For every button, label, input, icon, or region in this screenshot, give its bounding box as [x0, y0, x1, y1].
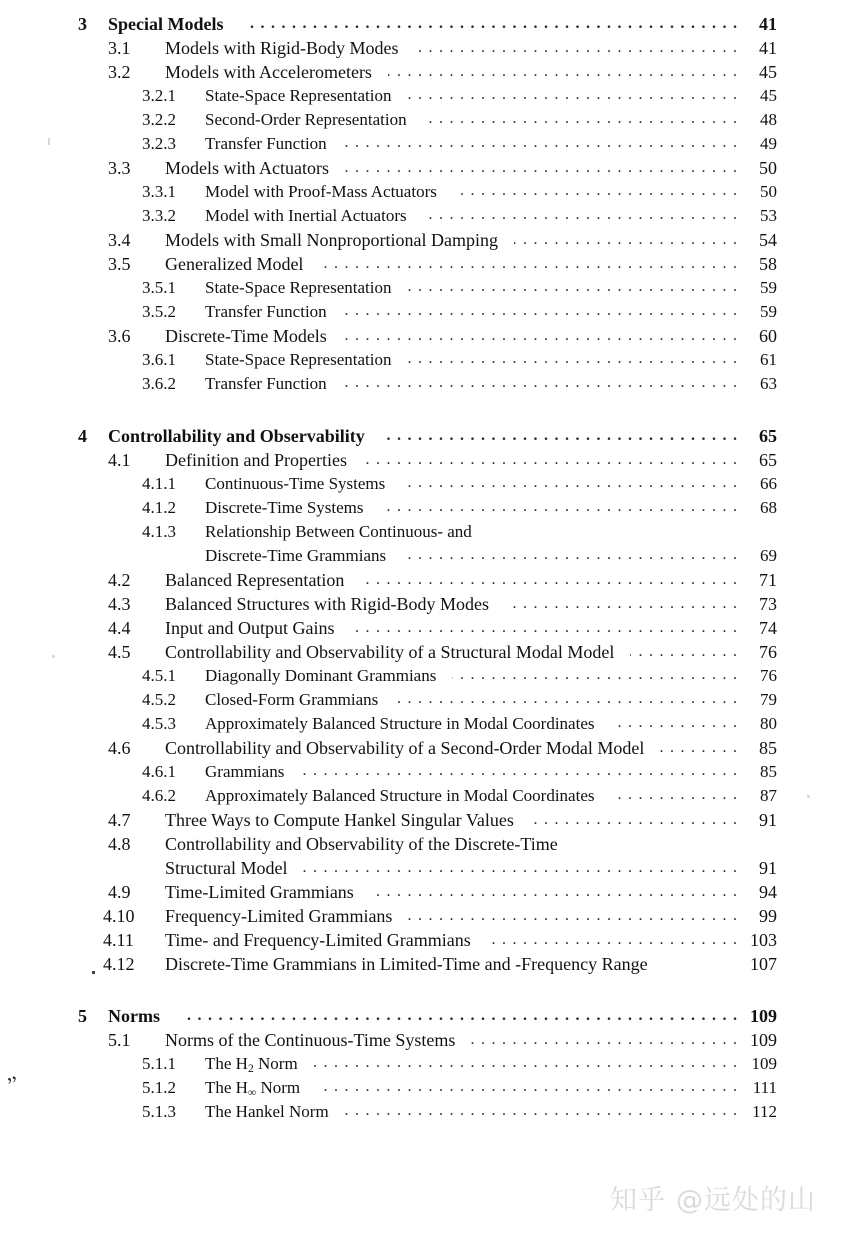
toc-entry-page-number: 71 — [759, 570, 777, 590]
toc-entry-page-number: 91 — [759, 810, 777, 830]
toc-entry[interactable] — [0, 882, 844, 906]
toc-entry-page-number: 69 — [760, 546, 777, 565]
toc-dot-leader — [300, 762, 737, 780]
toc-entry-number: 3.2.3 — [142, 134, 176, 153]
toc-dot-leader — [407, 350, 737, 368]
toc-dot-leader — [370, 883, 737, 901]
toc-entry-number: 4.1.1 — [142, 474, 176, 493]
toc-dot-leader — [380, 498, 737, 516]
toc-dot-leader — [660, 739, 737, 757]
toc-entry-title: Transfer Function — [205, 302, 327, 321]
toc-dot-leader — [415, 39, 737, 57]
toc-entry[interactable] — [0, 786, 844, 810]
toc-dot-leader — [345, 159, 737, 177]
toc-dot-leader — [343, 134, 737, 152]
toc-entry-number: 4.1.2 — [142, 498, 176, 517]
toc-entry[interactable] — [0, 594, 844, 618]
toc-entry-page-number: 74 — [759, 618, 777, 638]
toc-entry-page-number: 50 — [760, 182, 777, 201]
toc-dot-leader — [303, 859, 737, 877]
toc-entry-number: 5 — [78, 1006, 87, 1026]
toc-dot-leader — [423, 206, 737, 224]
toc-dot-leader — [343, 327, 737, 345]
toc-entry-page-number: 65 — [759, 426, 777, 446]
toc-entry[interactable] — [0, 206, 844, 230]
toc-entry-number: 4.1 — [108, 450, 131, 470]
toc-entry[interactable] — [0, 690, 844, 714]
watermark — [610, 1178, 816, 1217]
toc-entry-page-number: 76 — [759, 642, 777, 662]
toc-entry-page-number: 107 — [750, 954, 777, 974]
toc-entry-title: Controllability and Observability of a Structural Modal Model — [165, 642, 615, 662]
toc-entry-number: 5.1.3 — [142, 1102, 176, 1121]
toc-entry-number: 4 — [78, 426, 87, 446]
toc-entry-page-number: 45 — [759, 62, 777, 82]
toc-entry-title: Frequency-Limited Grammians — [165, 906, 393, 926]
toc-entry-title: Controllability and Observability of a Second-Order Modal Model — [165, 738, 645, 758]
scan-artifact-mark: ’’ — [2, 1070, 22, 1099]
toc-dot-leader — [505, 595, 737, 613]
toc-entry[interactable] — [0, 302, 844, 326]
toc-entry[interactable] — [0, 1006, 844, 1030]
toc-entry[interactable] — [0, 350, 844, 374]
toc-entry-number: 3.6 — [108, 326, 131, 346]
toc-entry-title: Second-Order Representation — [205, 110, 407, 129]
toc-entry-number: 3.5.2 — [142, 302, 176, 321]
toc-entry[interactable] — [0, 14, 844, 38]
toc-entry-number: 3.2.1 — [142, 86, 176, 105]
toc-entry-title: Transfer Function — [205, 374, 327, 393]
toc-entry-page-number: 109 — [750, 1006, 777, 1026]
toc-entry-page-number: 48 — [760, 110, 777, 129]
toc-dot-leader — [363, 451, 737, 469]
toc-entry-title: Discrete-Time Models — [165, 326, 327, 346]
toc-entry-page-number: 109 — [750, 1030, 777, 1050]
toc-entry[interactable] — [0, 38, 844, 62]
toc-entry-number: 3.3.1 — [142, 182, 176, 201]
toc-entry-number: 4.10 — [103, 906, 135, 926]
toc-entry-title: Grammians — [205, 762, 285, 781]
toc-entry-title: Definition and Properties — [165, 450, 347, 470]
toc-entry-number: 3.2 — [108, 62, 131, 82]
toc-entry-title: Structural Model — [165, 858, 288, 878]
toc-entry-page-number: 76 — [760, 666, 777, 685]
toc-entry-page-number: 79 — [760, 690, 777, 709]
toc-entry-page-number: 49 — [760, 134, 777, 153]
toc-entry-page-number: 80 — [760, 714, 777, 733]
toc-entry-number: 3.2.2 — [142, 110, 176, 129]
toc-entry-number: 3 — [78, 14, 87, 34]
toc-entry[interactable] — [0, 1102, 844, 1126]
toc-dot-leader — [407, 278, 737, 296]
toc-entry-page-number: 60 — [759, 326, 777, 346]
toc-entry-number: 3.5.1 — [142, 278, 176, 297]
toc-entry[interactable] — [0, 834, 844, 858]
toc-entry-page-number: 68 — [760, 498, 777, 517]
toc-entry-page-number: 85 — [759, 738, 777, 758]
toc-entry-title: Models with Small Nonproportional Damping — [165, 230, 498, 250]
toc-dot-leader — [423, 110, 737, 128]
toc-entry[interactable] — [0, 858, 844, 882]
toc-entry[interactable] — [0, 326, 844, 350]
toc-entry-number: 3.4 — [108, 230, 131, 250]
toc-entry-title: Balanced Representation — [165, 570, 345, 590]
toc-entry-number: 4.5 — [108, 642, 131, 662]
toc-entry[interactable] — [0, 738, 844, 762]
toc-entry-title: Model with Proof-Mass Actuators — [205, 182, 437, 201]
toc-dot-leader — [611, 786, 738, 804]
toc-entry-title: Controllability and Observability of the Discrete-Time — [165, 834, 558, 854]
toc-entry-title: Three Ways to Compute Hankel Singular Values — [165, 810, 514, 830]
scan-speck — [92, 971, 95, 974]
toc-entry-title: Model with Inertial Actuators — [205, 206, 407, 225]
toc-entry-title: Time- and Frequency-Limited Grammians — [165, 930, 471, 950]
toc-entry[interactable] — [0, 906, 844, 930]
toc-entry-number: 4.6.2 — [142, 786, 176, 805]
toc-entry[interactable] — [0, 86, 844, 110]
toc-entry-page-number: 111 — [752, 1078, 777, 1097]
toc-dot-leader — [394, 690, 737, 708]
toc-entry[interactable] — [0, 182, 844, 206]
toc-entry-page-number: 66 — [760, 474, 777, 493]
toc-entry-title: State-Space Representation — [205, 278, 392, 297]
toc-entry[interactable] — [0, 474, 844, 498]
toc-entry[interactable] — [0, 426, 844, 450]
toc-entry[interactable] — [0, 450, 844, 474]
toc-entry[interactable] — [0, 546, 844, 570]
toc-dot-leader — [316, 1078, 737, 1096]
toc-entry-number: 4.5.1 — [142, 666, 176, 685]
toc-dot-leader — [530, 811, 737, 829]
toc-entry-title: State-Space Representation — [205, 86, 392, 105]
toc-entry[interactable] — [0, 714, 844, 738]
toc-entry-page-number: 94 — [759, 882, 777, 902]
toc-entry-page-number: 87 — [760, 786, 777, 805]
toc-entry-number: 4.12 — [103, 954, 135, 974]
toc-entry-number: 4.11 — [103, 930, 134, 950]
toc-entry-page-number: 112 — [752, 1102, 777, 1121]
toc-entry-number: 4.7 — [108, 810, 131, 830]
toc-entry-number: 5.1.1 — [142, 1054, 176, 1073]
toc-entry[interactable] — [0, 618, 844, 642]
toc-entry-number: 4.5.2 — [142, 690, 176, 709]
toc-entry-title: Balanced Structures with Rigid-Body Modes — [165, 594, 489, 614]
toc-entry[interactable] — [0, 810, 844, 834]
toc-entry[interactable] — [0, 522, 844, 546]
toc-entry-title: Input and Output Gains — [165, 618, 335, 638]
toc-entry[interactable] — [0, 158, 844, 182]
toc-entry[interactable] — [0, 930, 844, 954]
toc-entry[interactable] — [0, 278, 844, 302]
toc-entry[interactable] — [0, 254, 844, 278]
toc-entry-page-number: 109 — [751, 1054, 777, 1073]
toc-dot-leader — [343, 302, 737, 320]
toc-entry-title: The $H_2$ Norm — [205, 1054, 298, 1075]
toc-dot-leader — [319, 255, 737, 273]
toc-entry-title: Models with Accelerometers — [165, 62, 372, 82]
toc-entry[interactable] — [0, 62, 844, 86]
toc-entry-number: 5.1 — [108, 1030, 131, 1050]
toc-entry-title: State-Space Representation — [205, 350, 392, 369]
toc-dot-leader — [407, 86, 737, 104]
toc-entry[interactable] — [0, 1054, 844, 1078]
toc-entry-title: Discrete-Time Systems — [205, 498, 364, 517]
toc-entry-page-number: 50 — [759, 158, 777, 178]
toc-entry-title: Models with Actuators — [165, 158, 329, 178]
toc-entry-title: Relationship Between Continuous- and — [205, 522, 472, 541]
toc-entry-number: 4.1.3 — [142, 522, 176, 541]
toc-entry[interactable] — [0, 134, 844, 158]
toc-entry-number: 4.3 — [108, 594, 131, 614]
toc-entry-number: 5.1.2 — [142, 1078, 176, 1097]
toc-entry[interactable] — [0, 1030, 844, 1054]
toc-entry-page-number: 103 — [750, 930, 777, 950]
toc-dot-leader — [314, 1054, 737, 1072]
toc-dot-leader — [452, 666, 737, 684]
toc-dot-leader — [514, 231, 737, 249]
toc-entry[interactable] — [0, 1078, 844, 1102]
toc-entry-number: 3.3.2 — [142, 206, 176, 225]
toc-entry-page-number: 65 — [759, 450, 777, 470]
toc-entry-number: 3.1 — [108, 38, 131, 58]
toc-dot-leader — [388, 63, 737, 81]
toc-entry[interactable] — [0, 374, 844, 398]
toc-entry-title: Closed-Form Grammians — [205, 690, 379, 709]
toc-entry-title: Time-Limited Grammians — [165, 882, 354, 902]
toc-dot-leader — [350, 619, 737, 637]
toc-entry-page-number: 99 — [759, 906, 777, 926]
toc-dot-leader — [345, 1102, 737, 1120]
toc-dot-leader — [402, 546, 737, 564]
toc-entry-title: Generalized Model — [165, 254, 304, 274]
toc-entry-number: 4.2 — [108, 570, 131, 590]
toc-entry-page-number: 63 — [760, 374, 777, 393]
toc-entry-page-number: 59 — [760, 278, 777, 297]
toc-dot-leader — [182, 1007, 737, 1025]
toc-entry-title: Discrete-Time Grammians — [205, 546, 387, 565]
toc-entry-title: Transfer Function — [205, 134, 327, 153]
toc-entry-title: The Hankel Norm — [205, 1102, 329, 1121]
toc-entry-number: 3.6.1 — [142, 350, 176, 369]
toc-entry-title: The $H_\infty$ Norm — [205, 1078, 301, 1099]
toc-entry-page-number: 59 — [760, 302, 777, 321]
toc-entry-number: 4.4 — [108, 618, 131, 638]
toc-entry-number: 3.5 — [108, 254, 131, 274]
toc-entry-number: 4.5.3 — [142, 714, 176, 733]
toc-entry-page-number: 45 — [760, 86, 777, 105]
toc-dot-leader — [246, 15, 738, 33]
toc-entry-page-number: 58 — [759, 254, 777, 274]
toc-entry-title: Approximately Balanced Structure in Modal Coordinates — [205, 786, 595, 805]
toc-entry-number: 4.6.1 — [142, 762, 176, 781]
toc-entry-page-number: 85 — [760, 762, 777, 781]
toc-entry-page-number: 61 — [760, 350, 777, 369]
toc-entry[interactable] — [0, 762, 844, 786]
toc-entry-number: 4.9 — [108, 882, 131, 902]
toc-entry-title: Norms — [108, 1006, 160, 1026]
toc-entry-title: Continuous-Time Systems — [205, 474, 386, 493]
toc-entry-number: 4.6 — [108, 738, 131, 758]
toc-entry[interactable] — [0, 642, 844, 666]
toc-entry[interactable] — [0, 230, 844, 254]
watermark-handle: @远处的山 — [676, 1185, 816, 1216]
toc-entry-title: Discrete-Time Grammians in Limited-Time and -Frequency Range — [165, 954, 648, 974]
toc-dot-leader — [487, 931, 737, 949]
toc-entry-page-number: 53 — [760, 206, 777, 225]
toc-entry-title: Special Models — [108, 14, 224, 34]
toc-entry[interactable] — [0, 666, 844, 690]
toc-entry[interactable] — [0, 954, 844, 978]
toc-dot-leader — [387, 427, 737, 445]
toc-dot-leader — [360, 571, 737, 589]
toc-dot-leader — [471, 1031, 737, 1049]
toc-entry[interactable] — [0, 570, 844, 594]
toc-dot-leader — [408, 907, 737, 925]
toc-entry-page-number: 41 — [759, 14, 777, 34]
toc-entry-title: Approximately Balanced Structure in Modal Coordinates — [205, 714, 595, 733]
toc-dot-leader — [611, 714, 738, 732]
toc-entry-page-number: 54 — [759, 230, 777, 250]
toc-dot-leader — [343, 374, 737, 392]
toc-dot-leader — [453, 182, 737, 200]
toc-entry-title: Controllability and Observability — [108, 426, 365, 446]
toc-entry-page-number: 73 — [759, 594, 777, 614]
toc-entry-page-number: 41 — [759, 38, 777, 58]
toc-entry-number: 3.6.2 — [142, 374, 176, 393]
toc-entry-number: 3.3 — [108, 158, 131, 178]
toc-entry[interactable] — [0, 110, 844, 134]
toc-entry[interactable] — [0, 498, 844, 522]
toc-dot-leader — [630, 643, 737, 661]
toc-entry-title: Models with Rigid-Body Modes — [165, 38, 399, 58]
toc-dot-leader — [401, 474, 737, 492]
toc-entry-page-number: 91 — [759, 858, 777, 878]
watermark-site: 知乎 — [610, 1185, 666, 1216]
toc-entry-title: Diagonally Dominant Grammians — [205, 666, 437, 685]
toc-entry-number: 4.8 — [108, 834, 131, 854]
toc-entry-title: Norms of the Continuous-Time Systems — [165, 1030, 456, 1050]
